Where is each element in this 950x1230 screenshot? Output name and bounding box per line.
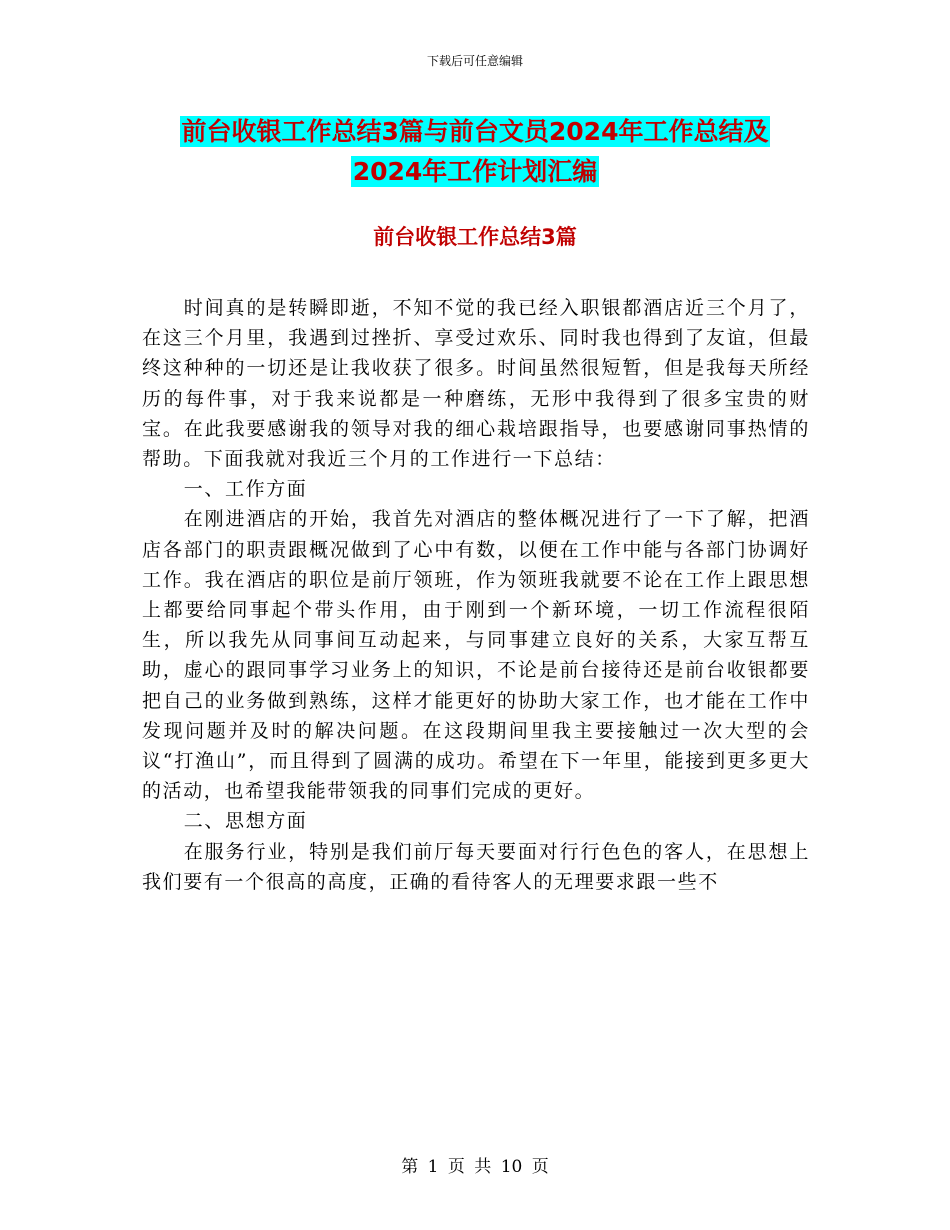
paragraph-work: 在刚进酒店的开始，我首先对酒店的整体概况进行了一下了解，把酒店各部门的职责跟概况做到了心中有数，以便在工作中能与各部门协调好工作。我在酒店的职位是前厅领班，作为领班我就要不论在工作上跟思想上都要给同事起个带头作用，由于刚到一个新环境，一切工作流程很陌生，所以我先从同事间互动起来，与同事建立良好的关系，大家互帮互助，虚心的跟同事学习业务上的知识，不论是前台接待还是前台收银都要把自己的业务做到熟练，这样才能更好的协助大家工作，也才能在工作中发现问题并及时的解决问题。在这段期间里我主要接触过一次大型的会议“打渔山”，而且得到了圆满的成功。希望在下一年里，能接到更多更大的活动，也希望我能带领我的同事们完成的更好。 xyxy=(142,508,810,803)
section-title: 前台收银工作总结3篇 xyxy=(373,225,577,249)
paragraph-thought: 在服务行业，特别是我们前厅每天要面对行行色色的客人，在思想上我们要有一个很高的高度，正确的看待客人的无理要求跟一些不 xyxy=(142,840,810,893)
page-number-footer: 第 1 页 共 10 页 xyxy=(401,1157,549,1177)
document-body xyxy=(142,293,810,897)
page-header-note: 下载后可任意编辑 xyxy=(426,54,523,68)
paragraph-intro: 时间真的是转瞬即逝，不知不觉的我已经入职银都酒店近三个月了，在这三个月里，我遇到过挫折、享受过欢乐、同时我也得到了友谊，但最终这种种的一切还是让我收获了很多。时间虽然很短暂，但是我每天所经历的每件事，对于我来说都是一种磨练，无形中我得到了很多宝贵的财宝。在此我要感谢我的领导对我的细心栽培跟指导，也要感谢同事热情的帮助。下面我就对我近三个月的工作进行一下总结： xyxy=(142,297,810,471)
heading-work-aspect: 一、工作方面 xyxy=(183,478,308,501)
document-title xyxy=(0,112,950,192)
heading-thought-aspect: 二、思想方面 xyxy=(183,810,308,833)
document-title-line-2: 2024年工作计划汇编 xyxy=(352,157,598,186)
document-title-line-1: 前台收银工作总结3篇与前台文员2024年工作总结及 xyxy=(181,117,769,146)
